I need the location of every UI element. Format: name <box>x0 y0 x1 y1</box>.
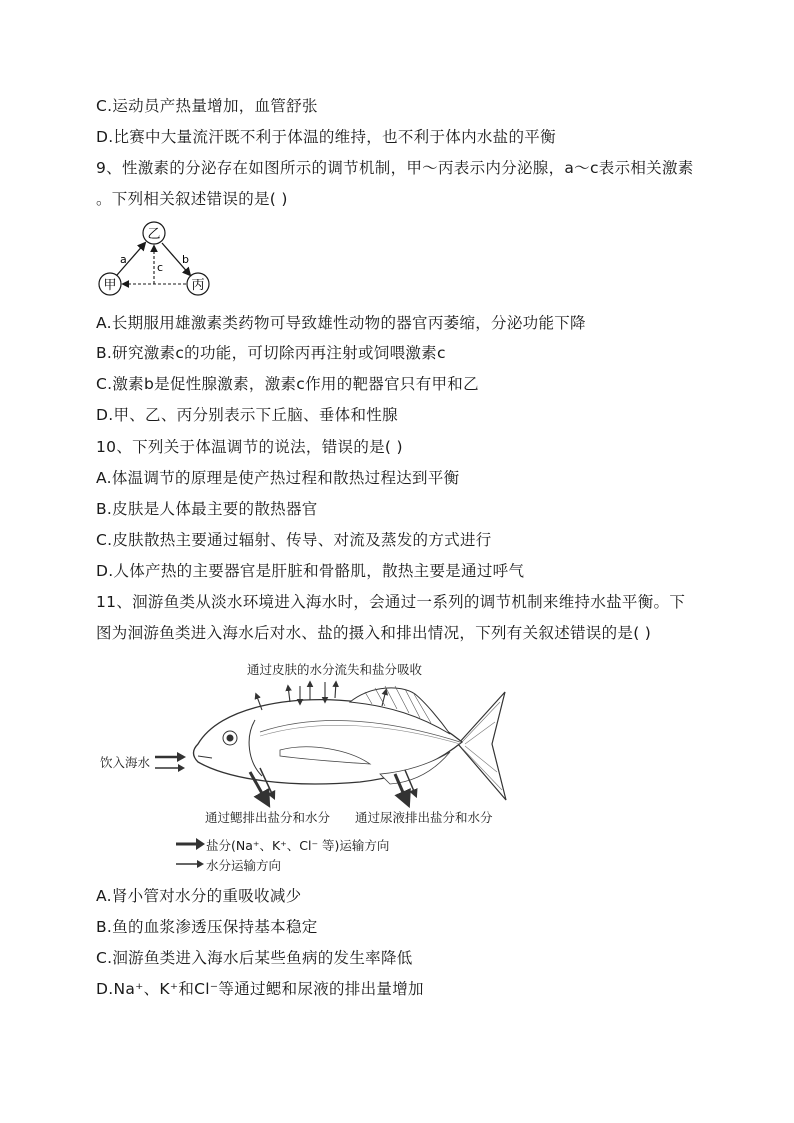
option-c-prev: C.运动员产热量增加，血管舒张 <box>96 97 318 115</box>
hormone-regulation-diagram <box>96 218 221 300</box>
label-c: c <box>157 261 164 274</box>
option-d-prev: D.比赛中大量流汗既不利于体温的维持，也不利于体内水盐的平衡 <box>96 128 556 146</box>
question-11-stem-cont: 图为洄游鱼类进入海水后对水、盐的摄入和排出情况，下列有关叙述错误的是( ) <box>96 624 652 642</box>
intake-arrows <box>155 752 187 774</box>
q10-option-d: D.人体产热的主要器官是肝脏和骨骼肌，散热主要是通过呼气 <box>96 562 525 580</box>
gill-label: 通过鳃排出盐分和水分 <box>205 810 331 825</box>
q11-option-c: C.洄游鱼类进入海水后某些鱼病的发生率降低 <box>96 949 413 967</box>
node-jia-label: 甲 <box>103 278 117 293</box>
q10-option-a: A.体温调节的原理是使产热过程和散热过程达到平衡 <box>96 469 460 487</box>
q11-option-d: D.Na⁺、K⁺和Cl⁻等通过鳃和尿液的排出量增加 <box>96 980 424 998</box>
legend-water-arrow <box>176 858 206 870</box>
fish-illustration <box>150 672 520 817</box>
label-b: b <box>182 253 189 266</box>
question-10-stem: 10、下列关于体温调节的说法，错误的是( ) <box>96 438 403 456</box>
question-9-stem-cont: 。下列相关叙述错误的是( ) <box>96 190 288 208</box>
q10-option-b: B.皮肤是人体最主要的散热器官 <box>96 500 318 518</box>
q9-option-d: D.甲、乙、丙分别表示下丘脑、垂体和性腺 <box>96 406 398 424</box>
question-11-stem: 11、洄游鱼类从淡水环境进入海水时，会通过一系列的调节机制来维持水盐平衡。下 <box>96 593 686 611</box>
intake-label: 饮入海水 <box>100 755 151 770</box>
urine-label: 通过尿液排出盐分和水分 <box>355 810 493 825</box>
legend-salt-label: 盐分(Na⁺、K⁺、Cl⁻ 等)运输方向 <box>206 838 390 853</box>
q9-option-a: A.长期服用雄激素类药物可导致雄性动物的器官丙萎缩，分泌功能下降 <box>96 314 586 332</box>
q9-option-b: B.研究激素c的功能，可切除丙再注射或饲喂激素c <box>96 344 446 362</box>
legend-salt-arrow <box>176 838 206 850</box>
q9-option-c: C.激素b是促性腺激素，激素c作用的靶器官只有甲和乙 <box>96 375 479 393</box>
skin-label: 通过皮肤的水分流失和盐分吸收 <box>247 662 423 677</box>
q11-option-a: A.肾小管对水分的重吸收减少 <box>96 887 302 905</box>
q10-option-c: C.皮肤散热主要通过辐射、传导、对流及蒸发的方式进行 <box>96 531 492 549</box>
node-yi-label: 乙 <box>147 227 161 242</box>
question-9-stem: 9、性激素的分泌存在如图所示的调节机制，甲～丙表示内分泌腺，a～c表示相关激素 <box>96 159 694 177</box>
legend-water-label: 水分运输方向 <box>206 858 282 873</box>
label-a: a <box>120 253 127 266</box>
node-bing-label: 丙 <box>191 278 205 293</box>
q11-option-b: B.鱼的血浆渗透压保持基本稳定 <box>96 918 318 936</box>
